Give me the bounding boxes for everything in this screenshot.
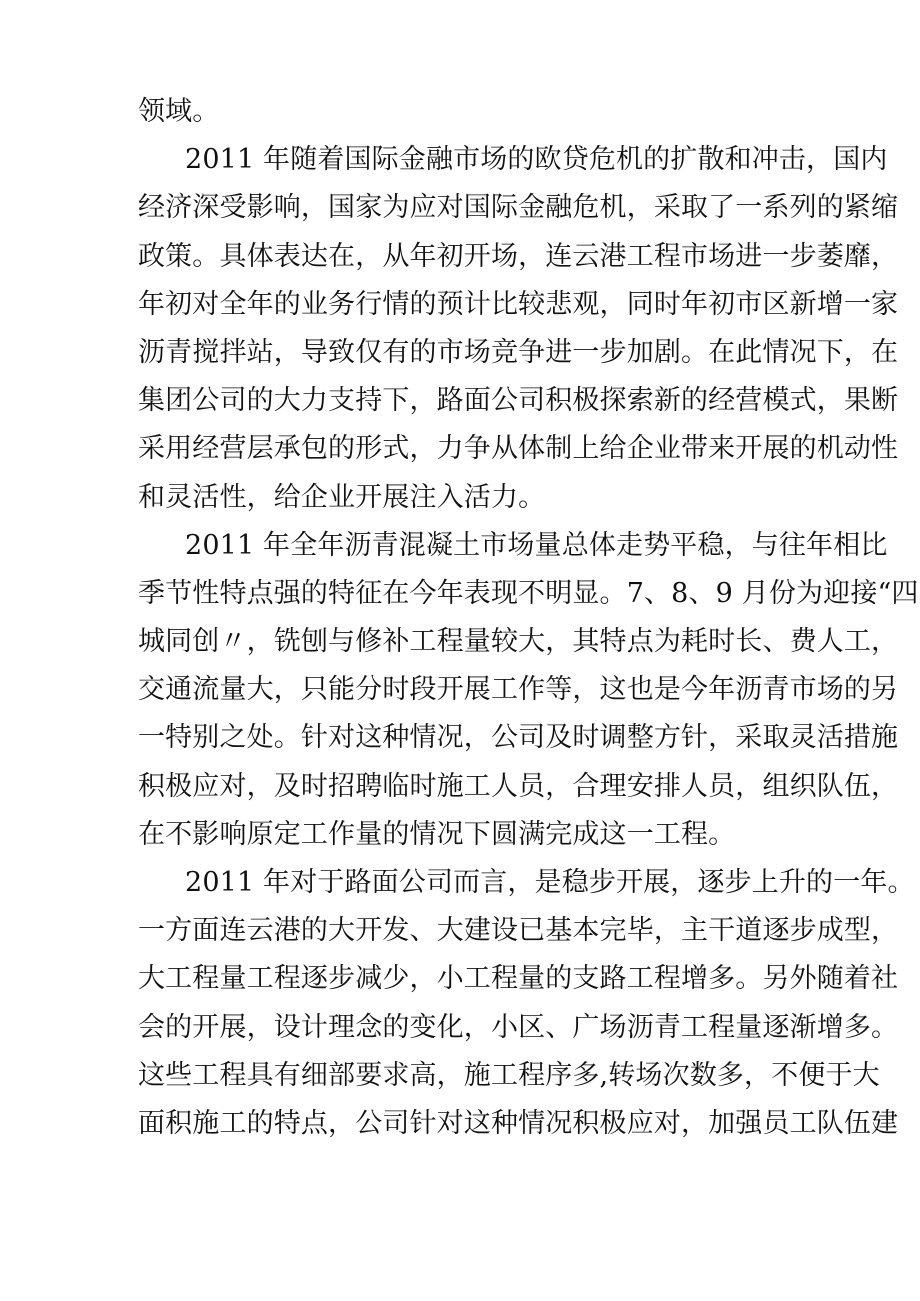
- text-line: 2011 年全年沥青混凝土市场量总体走势平稳，与往年相比: [185, 529, 888, 561]
- text-line: 面积施工的特点，公司针对这种情况积极应对，加强员工队伍建: [138, 1107, 899, 1139]
- text-line: 城同创〃，铣刨与修补工程量较大，其特点为耗时长、费人工，: [138, 626, 899, 658]
- document-body: [138, 88, 919, 1148]
- text-line: 这些工程具有细部要求高，施工程序多,转场次数多，不便于大: [138, 1059, 880, 1091]
- text-line: 集团公司的大力支持下，路面公司积极探索新的经营模式，果断: [138, 385, 899, 417]
- text-line: 一特别之处。针对这种情况，公司及时调整方针，采取灵活措施: [138, 722, 899, 754]
- text-line: 会的开展，设计理念的变化，小区、广场沥青工程量逐渐增多。: [138, 1011, 899, 1043]
- text-line: 沥青搅拌站，导致仅有的市场竞争进一步加剧。在此情况下，在: [138, 336, 899, 368]
- text-line: 大工程量工程逐步减少，小工程量的支路工程增多。另外随着社: [138, 963, 899, 995]
- text-line: 2011 年随着国际金融市场的欧贷危机的扩散和冲击，国内: [185, 144, 888, 176]
- paragraph-4: [138, 859, 915, 1148]
- text-line: 年初对全年的业务行情的预计比较悲观，同时年初市区新增一家: [138, 288, 899, 320]
- text-line: 采用经营层承包的形式，力争从体制上给企业带来开展的机动性: [138, 433, 899, 465]
- text-line: 季节性特点强的特征在今年表现不明显。7、8、9 月份为迎接“四: [138, 577, 919, 609]
- paragraph-3: [138, 522, 919, 859]
- text-line: 在不影响原定工作量的情况下圆满完成这一工程。: [138, 818, 736, 850]
- text-line: 经济深受影响，国家为应对国际金融危机，采取了一系列的紧缩: [138, 192, 899, 224]
- text-line: 政策。具体表达在，从年初开场，连云港工程市场进一步萎靡，: [138, 240, 899, 272]
- text-line: 2011 年对于路面公司而言，是稳步开展，逐步上升的一年。: [185, 867, 915, 898]
- text-line: 交通流量大，只能分时段开展工作等，这也是今年沥青市场的另: [138, 674, 899, 706]
- text-line: 和灵活性，给企业开展注入活力。: [138, 481, 546, 513]
- text-line: 领域。: [138, 96, 220, 127]
- text-line: 积极应对，及时招聘临时施工人员，合理安排人员，组织队伍，: [138, 770, 899, 802]
- text-line: 一方面连云港的大开发、大建设已基本完毕，主干道逐步成型，: [138, 915, 899, 947]
- paragraph-1: [138, 88, 798, 136]
- paragraph-2: [138, 136, 899, 522]
